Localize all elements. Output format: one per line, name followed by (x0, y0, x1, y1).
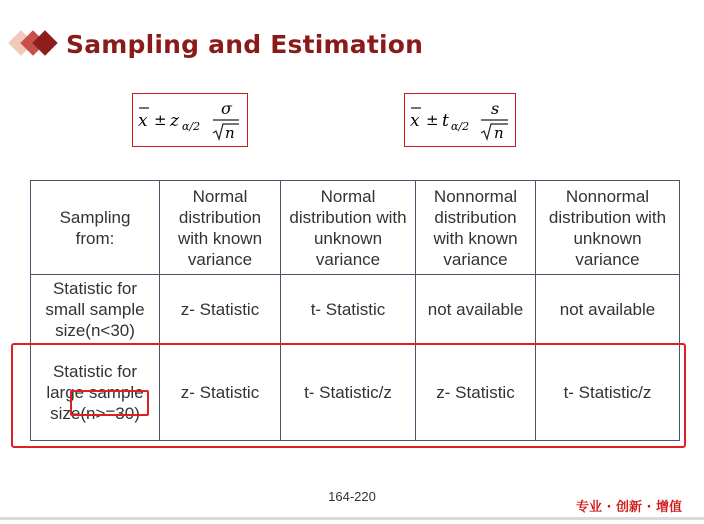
formula-right-den: n (494, 124, 504, 142)
z-interval-formula (132, 93, 248, 147)
formula-right-pm: ± (426, 111, 439, 129)
footer-slogan: 专业 · 创新 · 增值 (576, 500, 682, 515)
row-label-small-sample: Statistic for small sample size(n<30) (31, 275, 160, 345)
header-nonnormal-known: Nonnormal distribution with known variance (416, 181, 536, 275)
cell-large-nonnormal-unknown: t- Statistic/z (536, 345, 680, 441)
slide-title: Sampling and Estimation (66, 29, 424, 59)
header-sampling-from: Sampling from: (31, 181, 160, 275)
formula-left-z: z (170, 111, 179, 131)
formula-right-num: s (491, 99, 500, 118)
formula-left-den: n (225, 124, 235, 142)
sample-size-highlight-box (70, 390, 149, 416)
cell-large-normal-unknown: t- Statistic/z (281, 345, 416, 441)
formula-right-mean: x (410, 111, 420, 131)
diamond-logo-icon (8, 24, 66, 64)
cell-small-nonnormal-unknown: not available (536, 275, 680, 345)
header-normal-known: Normal distribution with known variance (160, 181, 281, 275)
formula-left-num: σ (221, 99, 232, 118)
formula-left-pm: ± (154, 111, 167, 129)
formula-right-sub: α/2 (451, 120, 470, 133)
table-row-small-sample (31, 275, 680, 345)
cell-small-normal-unknown: t- Statistic (281, 275, 416, 345)
row-label-large-sample: Statistic for large sample size(n>=30) (31, 345, 160, 441)
footer-divider (0, 517, 704, 520)
table-header-row (31, 181, 680, 275)
header-nonnormal-unknown: Nonnormal distribution with unknown variance (536, 181, 680, 275)
page-number: 164-220 (328, 489, 376, 504)
cell-large-normal-known: z- Statistic (160, 345, 281, 441)
formula-left-sub: α/2 (182, 120, 201, 133)
header-normal-unknown: Normal distribution with unknown variance (281, 181, 416, 275)
cell-large-nonnormal-known: z- Statistic (416, 345, 536, 441)
t-interval-formula (404, 93, 516, 147)
cell-small-nonnormal-known: not available (416, 275, 536, 345)
formula-right-t: t (442, 111, 449, 131)
formula-left-mean: x (138, 111, 148, 131)
slide-header (8, 24, 423, 64)
cell-small-normal-known: z- Statistic (160, 275, 281, 345)
